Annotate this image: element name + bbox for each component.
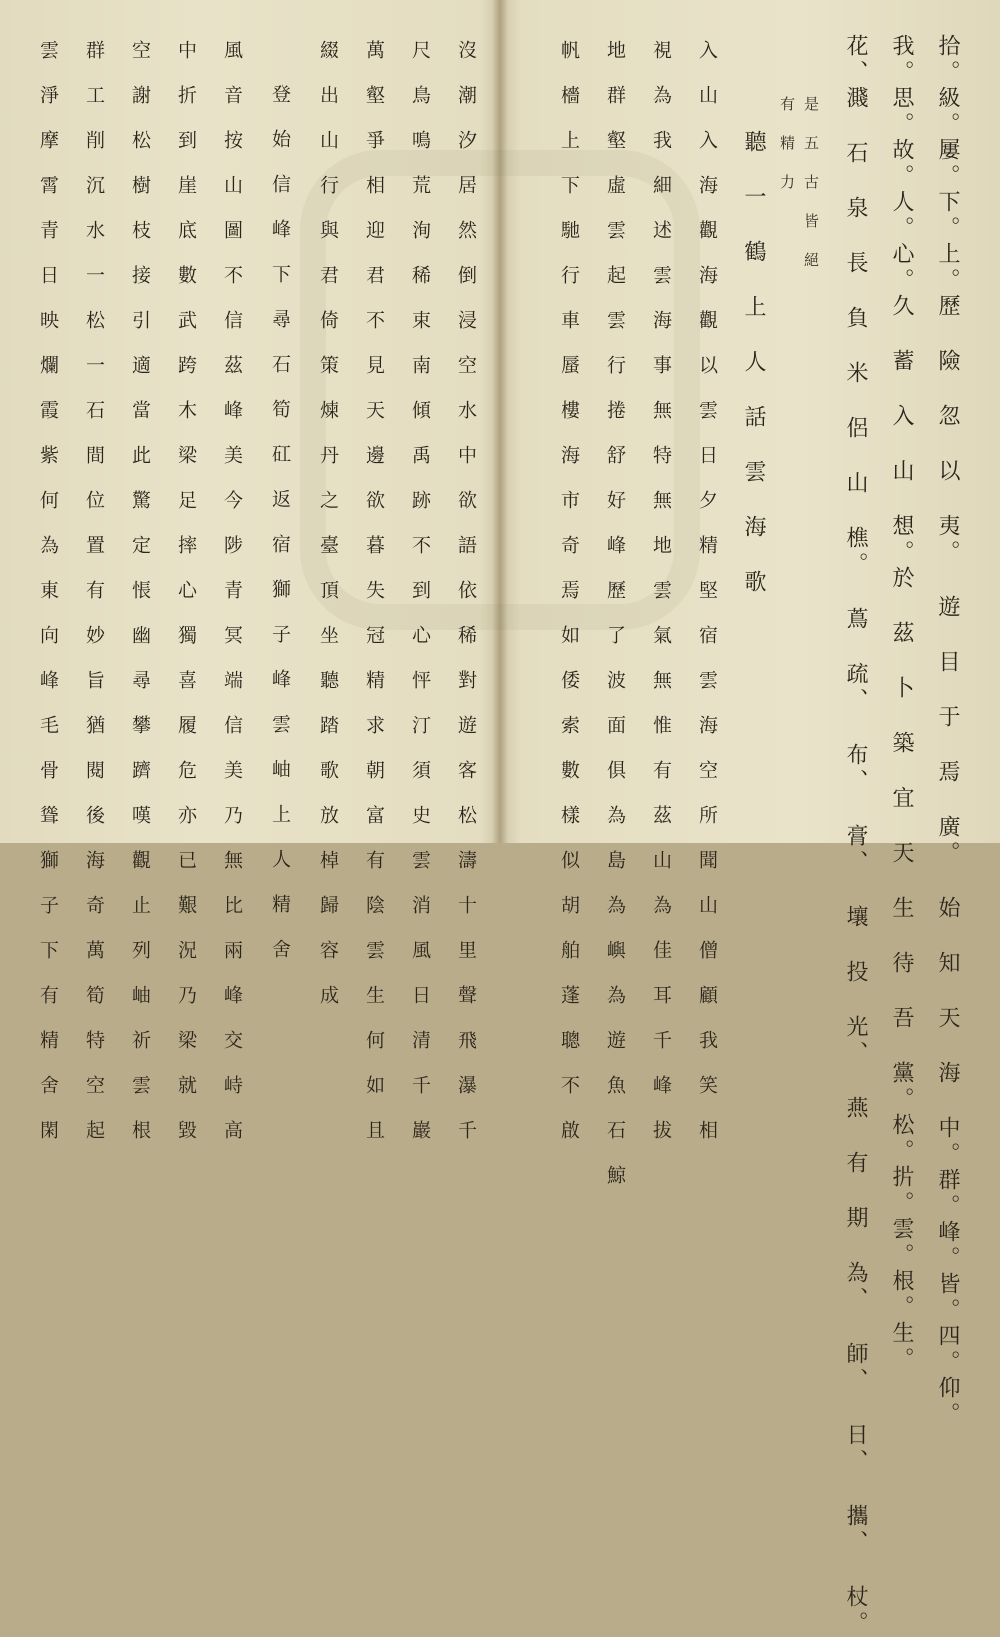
text-column: 花、濺 石 泉 長 負 米 侶 山 樵。 蔦 疏、 布、 膏、 壤 投 光、 燕 有 期 為、 師、 日、 攜、 杖。 [843, 34, 868, 1637]
text-column: 沒 潮 汐 居 然 倒 浸 空 水 中 欲 語 依 稀 對 遊 客 松 濤 十 里 聲 飛 瀑 千 [455, 40, 477, 1141]
text-column: 地 群 壑 虛 雲 起 雲 行 捲 舒 好 峰 歷 了 波 面 俱 為 島 為 嶼 為 遊 魚 石 鯨 [604, 40, 626, 1186]
poem-title: 聽 一 鶴 上 人 話 雲 海 歌 [741, 130, 766, 596]
left-page [0, 0, 495, 1141]
text-column: 雲 淨 摩 霄 青 日 映 爛 霞 紫 何 為 東 向 峰 毛 骨 聳 獅 子 下 有 精 舍 閑 [37, 40, 59, 1141]
commentary-note: 是 五 古 皆 絕 [802, 96, 820, 270]
text-column: 視 為 我 細 述 雲 海 事 無 特 無 地 雲 氣 無 惟 有 茲 山 為 佳 耳 千 峰 拔 [650, 40, 672, 1141]
section-heading: 登 始 信 峰 下 尋 石 筍 矼 返 宿 獅 子 峰 雲 岫 上 人 精 舍 [269, 84, 291, 960]
commentary-note: 有 精 力 [778, 96, 796, 192]
text-column: 入 山 入 海 觀 海 觀 以 雲 日 夕 精 堅 宿 雲 海 空 所 聞 山 僧 顧 我 笑 相 [696, 40, 718, 1141]
text-column: 風 音 按 山 圖 不 信 茲 峰 美 今 陟 青 冥 端 信 美 乃 無 比 兩 峰 交 峙 高 [221, 40, 243, 1141]
text-column: 中 折 到 崖 底 數 武 跨 木 梁 足 摔 心 獨 喜 履 危 亦 已 艱 況 乃 梁 就 毀 [175, 40, 197, 1141]
text-column: 拾。級。屢。下。上。歷 險 忽 以 夷。 遊 目 于 焉 廣。 始 知 天 海 中。群。峰。皆。四。仰。 [935, 34, 960, 1428]
text-column: 綴 出 山 行 與 君 倚 策 煉 丹 之 臺 頂 坐 聽 踏 歌 放 棹 歸 容 成 [317, 40, 339, 1006]
text-column: 尺 鳥 鳴 荒 洵 稀 束 南 傾 禹 跡 不 到 心 怦 汀 須 史 雲 消 風 日 清 千 巖 [409, 40, 431, 1141]
right-page [505, 0, 1000, 1637]
text-column: 群 工 削 沉 水 一 松 一 石 間 位 置 有 妙 旨 猶 閱 後 海 奇 萬 筍 特 空 起 [83, 40, 105, 1141]
text-column: 我。思。故。人。心。久 蓄 入 山 想。於 茲 卜 築 宜 天 生 待 吾 黨。松。扸。雲。根。生。 [889, 34, 914, 1373]
text-column: 萬 壑 爭 相 迎 君 不 見 天 邊 欲 暮 失 冠 精 求 朝 富 有 陰 雲 生 何 如 且 [363, 40, 385, 1141]
text-column: 帆 檣 上 下 馳 行 車 蜃 樓 海 市 奇 焉 如 倭 索 數 樣 似 胡 舶 蓬 聰 不 啟 [558, 40, 580, 1141]
text-column: 空 謝 松 樹 枝 接 引 適 當 此 驚 定 悵 幽 尋 攀 躋 嘆 觀 止 列 岫 祈 雲 根 [129, 40, 151, 1141]
